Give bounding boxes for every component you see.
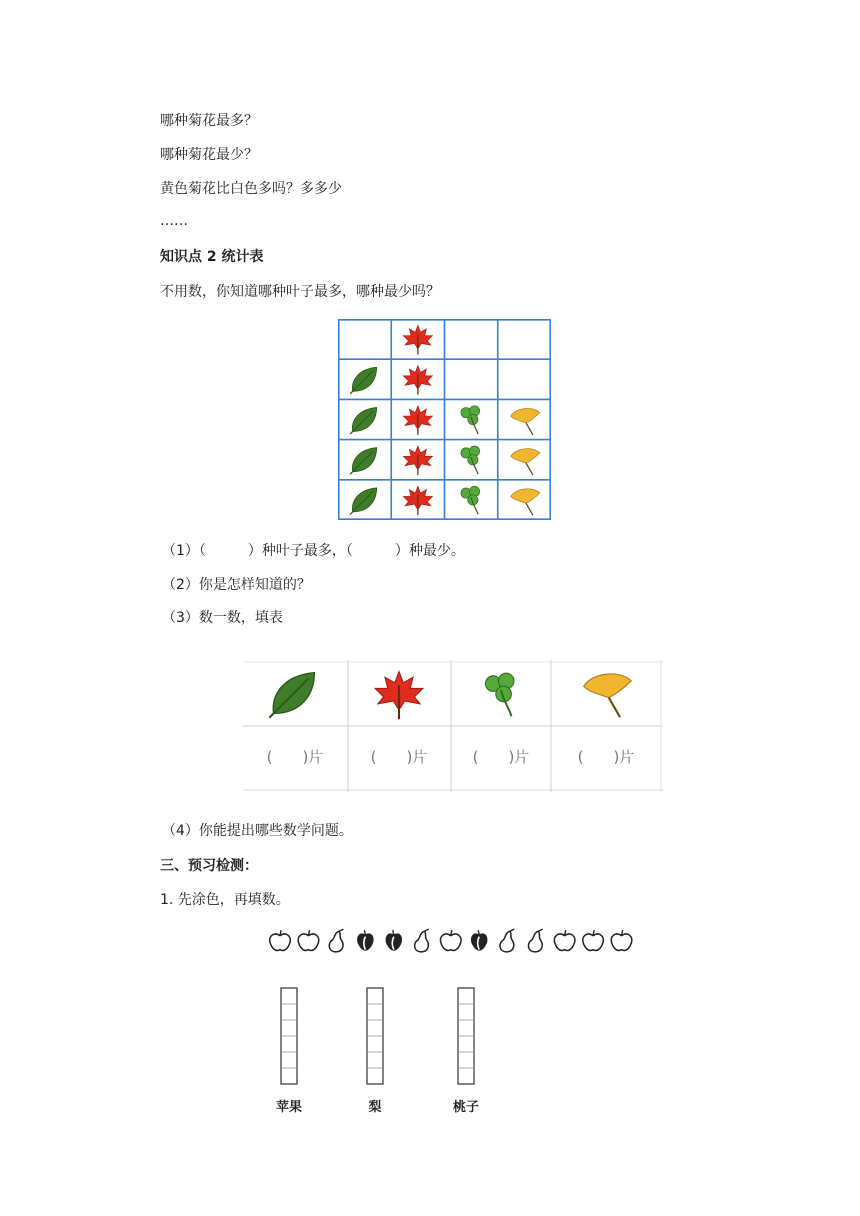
pear-icon[interactable] (415, 929, 429, 952)
leaf-count-table (243, 660, 663, 792)
sub-question-4: （4）你能提出哪些数学问题。 (162, 823, 353, 839)
peach-bar-cells[interactable] (431, 986, 501, 1086)
apple-bar-label: 苹果 (275, 1100, 302, 1115)
sub-question-2: （2）你是怎样知道的？ (162, 577, 311, 593)
peach-icon[interactable] (471, 930, 487, 951)
maple-leaf-icon (403, 325, 432, 354)
exercise-1-instruction: 1. 先涂色，再填数。 (160, 892, 290, 908)
green-leaf-icon (350, 448, 377, 475)
maple-leaf-icon (403, 406, 432, 435)
green-leaf-icon (350, 488, 377, 515)
ginkgo-leaf-icon (511, 449, 540, 475)
question-least-chrysanthemum: 哪种菊花最少？ (160, 147, 258, 163)
apple-icon[interactable] (554, 930, 574, 950)
green-leaf-icon (269, 673, 314, 718)
clover-icon (461, 406, 480, 434)
pear-icon[interactable] (500, 929, 514, 952)
sub-question-1: （1）（ ）种叶子最多，（ ）种最少。 (162, 543, 465, 559)
sub-question-3: （3）数一数，填表 (162, 610, 283, 626)
maple-leaf-icon (403, 446, 432, 475)
peach-icon[interactable] (386, 930, 402, 951)
ginkgo-leaf-icon (584, 674, 632, 717)
apple-icon[interactable] (270, 930, 290, 950)
knowledge-point-2-title: 知识点 2 统计表 (160, 249, 264, 265)
apple-icon[interactable] (441, 930, 461, 950)
question-compare-chrysanthemum: 黄色菊花比白色多吗？多多少 (160, 181, 342, 197)
green-leaf-icon (350, 408, 377, 435)
leaf-question: 不用数，你知道哪种叶子最多，哪种最少吗？ (160, 284, 440, 300)
pear-bar-column (340, 986, 410, 1114)
ginkgo-leaf-icon (511, 408, 540, 434)
clover-icon (461, 446, 480, 474)
green-leaf-icon (350, 367, 377, 394)
apple-icon[interactable] (298, 930, 318, 950)
maple-leaf-icon (375, 672, 423, 720)
apple-icon[interactable] (583, 930, 603, 950)
ellipsis: …… (160, 213, 188, 229)
apple-bar-cells[interactable] (254, 986, 324, 1086)
peach-bar-column (431, 986, 501, 1114)
answer-maple-leaf[interactable]: ( )片 (370, 748, 428, 766)
maple-leaf-icon (403, 486, 432, 515)
fruit-strip (267, 924, 637, 958)
apple-bar-column (254, 986, 324, 1114)
clover-icon (461, 486, 480, 514)
pear-icon[interactable] (329, 929, 343, 952)
clover-icon (485, 673, 514, 716)
pear-bar-label: 梨 (368, 1100, 382, 1115)
peach-icon[interactable] (357, 930, 373, 951)
answer-clover[interactable]: ( )片 (472, 748, 530, 766)
leaf-pictograph-grid (338, 319, 551, 520)
maple-leaf-icon (403, 366, 432, 395)
ginkgo-leaf-icon (511, 489, 540, 515)
question-most-chrysanthemum: 哪种菊花最多？ (160, 113, 258, 129)
peach-bar-label: 桃子 (452, 1100, 479, 1115)
apple-icon[interactable] (611, 930, 631, 950)
answer-green-leaf[interactable]: ( )片 (266, 748, 324, 766)
section-3-title: 三、预习检测： (160, 858, 258, 874)
pear-icon[interactable] (528, 929, 542, 952)
answer-ginkgo-leaf[interactable]: ( )片 (577, 748, 635, 766)
pear-bar-cells[interactable] (340, 986, 410, 1086)
